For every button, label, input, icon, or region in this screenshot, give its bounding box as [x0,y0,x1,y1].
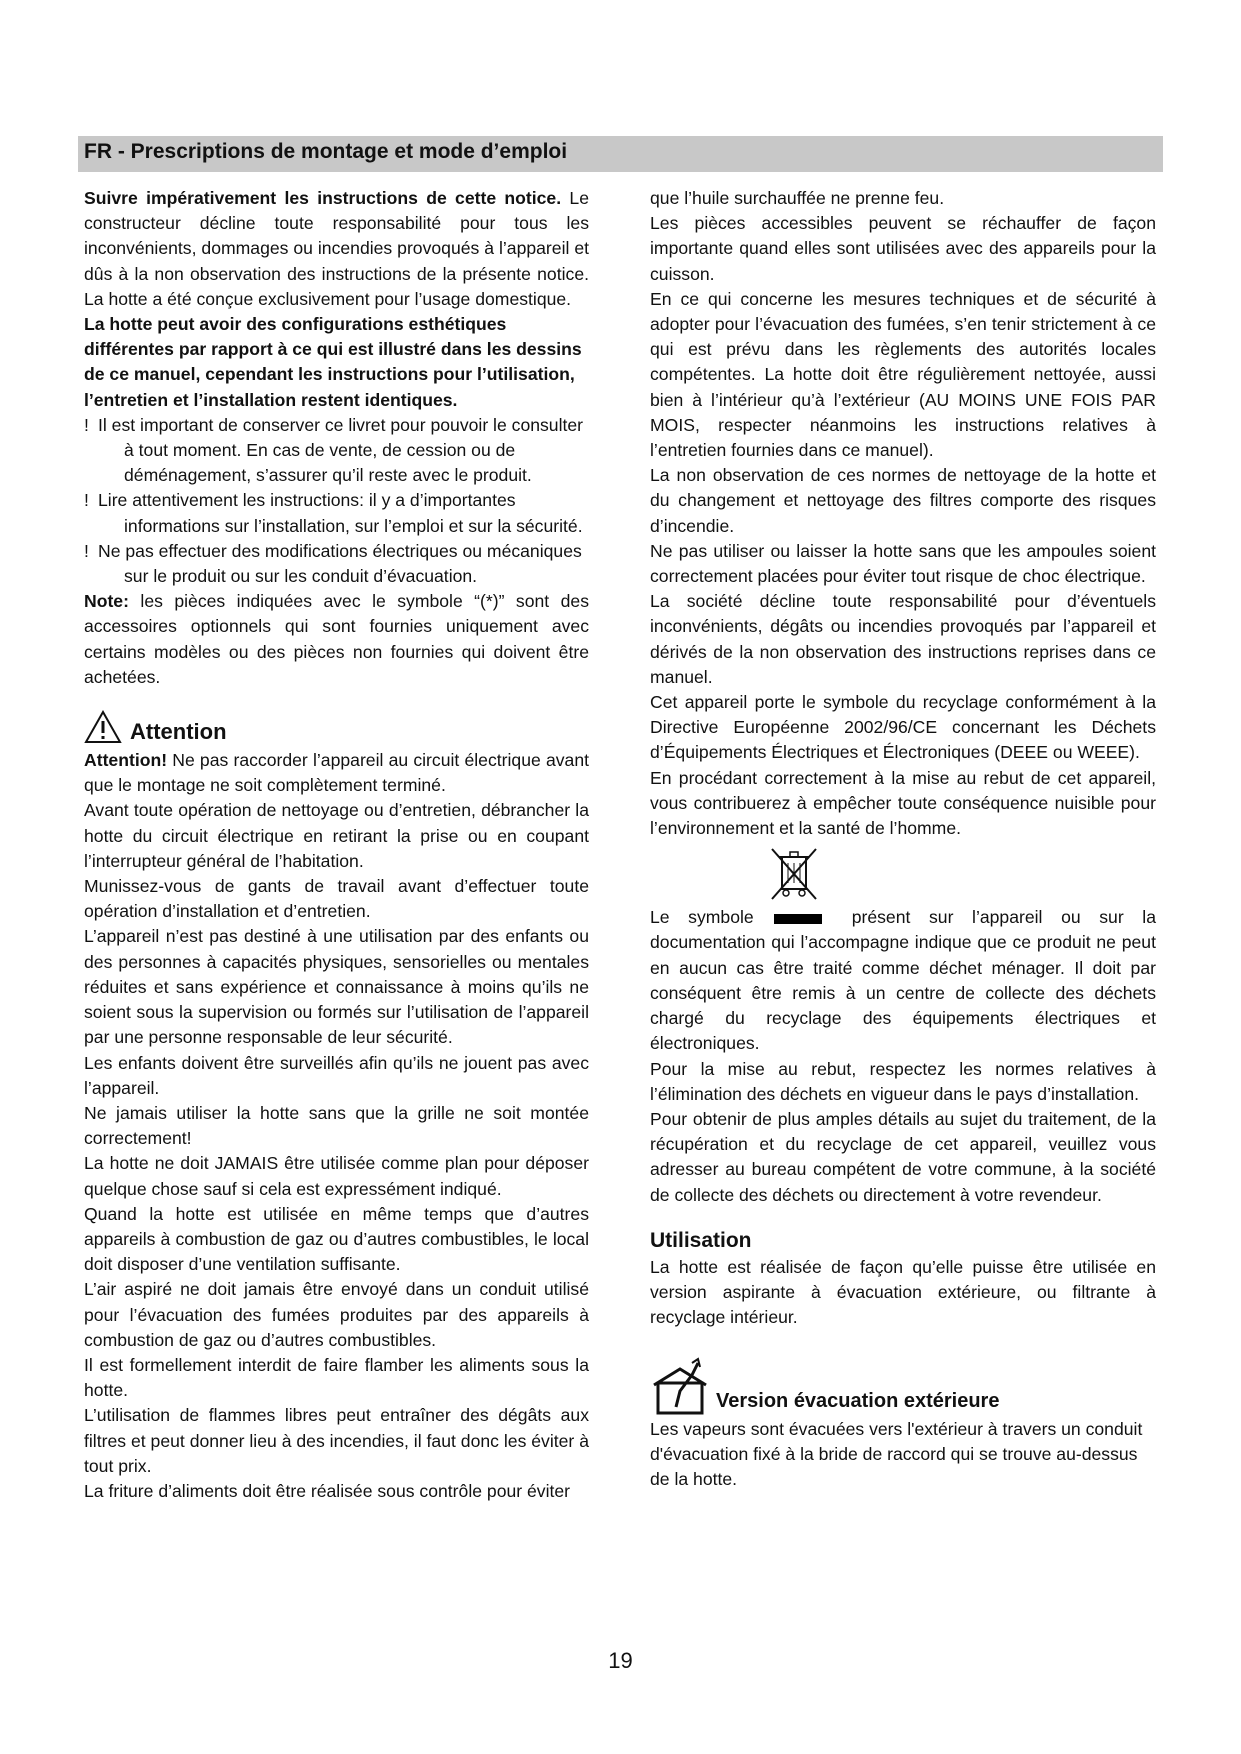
list-item: ! Ne pas effectuer des modifications électriques ou mécaniques sur le produit ou sur les conduit d’évacuation. [84,540,582,587]
list-item: ! Lire attentivement les instructions: il y a d’importantes informations sur l’installation, sur l’emploi et sur la sécurité. [84,490,583,536]
paragraph: Ne pas utiliser ou laisser la hotte sans que les ampoules soient correctement placées pour éviter tout risque de choc électrique. [650,540,1156,587]
list-item: ! Il est important de conserver ce livret pour pouvoir le consulter à tout moment. En cas de vente, de cession ou de déménagement, s’assurer qu’il reste avec le produit. [84,414,584,486]
section-header [78,136,1163,172]
config-notice: La hotte peut avoir des configurations esthétiques différentes par rapport à ce qui est illustré dans les dessins de ce manuel, cependant les instructions pour l’utilisation, l’entretien et l’installation restent identiques. [84,314,582,410]
intro-text: Le constructeur décline toute responsabilité pour tous les inconvénients, dommages ou incendies provoqués à l’appareil et dûs à la non observation des instructions de la présente notice. La hotte a été conçue exclusivement pour l’usage domestique. [84,188,589,309]
paragraph: Munissez-vous de gants de travail avant d’effectuer toute opération d’installation et d’entretien. [84,876,589,922]
paragraph: L’air aspiré ne doit jamais être envoyé dans un conduit utilisé pour l’évacuation des fumées produites par des appareils à combustion de gaz ou d’autres combustibles. [84,1279,589,1350]
crossed-bin-icon [768,847,820,903]
attention-bold: Attention! [84,750,168,771]
weee-symbol-area [650,847,1156,905]
paragraph: Cet appareil porte le symbole du recyclage conformément à la Directive Européenne 2002/96/CE concernant les Déchets d’Équipements Électriques et Électroniques (DEEE ou WEEE). [650,692,1156,763]
intro-paragraph [84,186,589,312]
page-number: 19 [608,1648,633,1673]
warning-triangle-icon [84,710,122,744]
symbol-paragraph: Le symbole présent sur l’appareil ou sur la documentation qui l’accompagne indique que ce produit ne peut en aucun cas être traité comme déchet ménager. Il doit par conséquent être remis à un centre de collecte des déchets chargé du recyclage des équipements électriques et électroniques. [650,907,1156,1054]
paragraph: La friture d’aliments doit être réalisée sous contrôle pour éviter [84,1480,571,1501]
paragraph: Les pièces accessibles peuvent se réchauffer de façon importante quand elles sont utilisées avec des appareils pour la cuisson. [650,213,1156,284]
paragraph: L’appareil n’est pas destiné à une utilisation par des enfants ou des personnes à capacités physiques, sensorielles ou mentales réduites et sans expérience et connaissance à moins qu’ils ne soient sous la supervision ou formés sur l’utilisation de l’appareil par une personne responsable de leur sécurité. [84,926,589,1048]
note-text: les pièces indiquées avec le symbole “(*)” sont des accessoires optionnels qui sont fournies uniquement avec certains modèles ou des pièces non fournies qui doivent être achetées. [84,591,589,687]
paragraph: La hotte ne doit JAMAIS être utilisée comme plan pour déposer quelque chose sauf si cela est expressément indiqué. [84,1153,589,1199]
paragraph: La non observation de ces normes de nettoyage de la hotte et du changement et nettoyage des filtres comporte des risques d’incendie. [650,465,1156,536]
right-column [650,186,1156,1492]
note-label: Note: [84,591,129,612]
paragraph: Pour obtenir de plus amples détails au sujet du traitement, de la récupération et du recyclage de cet appareil, veuillez vous adresser au bureau compétent de votre commune, à la société de collecte des déchets ou directement à votre revendeur. [650,1108,1156,1205]
paragraph: que l’huile surchauffée ne prenne feu. [650,188,945,208]
attention-heading [84,710,589,744]
paragraph: Avant toute opération de nettoyage ou d’entretien, débrancher la hotte du circuit électrique en retirant la prise ou en coupant l’interrupteur général de l’habitation. [84,800,589,871]
attention-paragraph: Attention! Ne pas raccorder l’appareil au circuit électrique avant que le montage ne soit complètement terminé. [84,750,589,796]
utilisation-heading: Utilisation [650,1228,752,1252]
paragraph: Il est formellement interdit de faire flamber les aliments sous la hotte. [84,1354,589,1401]
attention-title: Attention [130,718,227,744]
paragraph: Quand la hotte est utilisée en même temps que d’autres appareils à combustion de gaz ou d’autres combustibles, le local doit disposer d’une ventilation suffisante. [84,1203,589,1275]
version-heading [650,1355,1156,1417]
paragraph: Ne jamais utiliser la hotte sans que la grille ne soit montée correctement! [84,1102,589,1149]
page-title: FR - Prescriptions de montage et mode d’emploi [84,140,568,163]
house-vent-icon [650,1355,712,1417]
note-paragraph [84,589,589,690]
paragraph: Les enfants doivent être surveillés afin qu’ils ne jouent pas avec l’appareil. [84,1052,589,1098]
version-title: Version évacuation extérieure [716,1390,1000,1413]
utilisation-paragraph: La hotte est réalisée de façon qu’elle puisse être utilisée en version aspirante à évacuation extérieure, ou filtrante à recyclage intérieur. [650,1256,1156,1328]
left-column [84,186,589,1504]
paragraph: L’utilisation de flammes libres peut entraîner des dégâts aux filtres et peut donner lieu à des incendies, il faut donc les éviter à tout prix. [84,1405,589,1476]
paragraph: En procédant correctement à la mise au rebut de cet appareil, vous contribuerez à empêcher toute conséquence nuisible pour l’environnement et la santé de l’homme. [650,767,1156,839]
black-bar-icon [774,914,822,924]
paragraph: La société décline toute responsabilité pour d’éventuels inconvénients, dégâts ou incendies provoqués par l’appareil et dérivés de la non observation des instructions reprises dans ce manuel. [650,591,1156,687]
paragraph: En ce qui concerne les mesures techniques et de sécurité à adopter pour l’évacuation des fumées, s’en tenir strictement à ce qui est prévu dans les règlements des autorités locales compétentes. La hotte doit être régulièrement nettoyée, aussi bien à l’intérieur qu’à l’extérieur (AU MOINS UNE FOIS PAR MOIS, respecter néanmoins les instructions relatives à l’entretien fournies dans ce manuel). [650,288,1156,461]
intro-bold: Suivre impérativement les instructions de cette notice. [84,188,562,208]
version-paragraph: Les vapeurs sont évacuées vers l'extérieur à travers un conduit d'évacuation fixé à la bride de raccord qui se trouve au-dessus de la hotte. [650,1418,1143,1489]
paragraph: Pour la mise au rebut, respectez les normes relatives à l’élimination des déchets en vigueur dans le pays d’installation. [650,1058,1156,1104]
